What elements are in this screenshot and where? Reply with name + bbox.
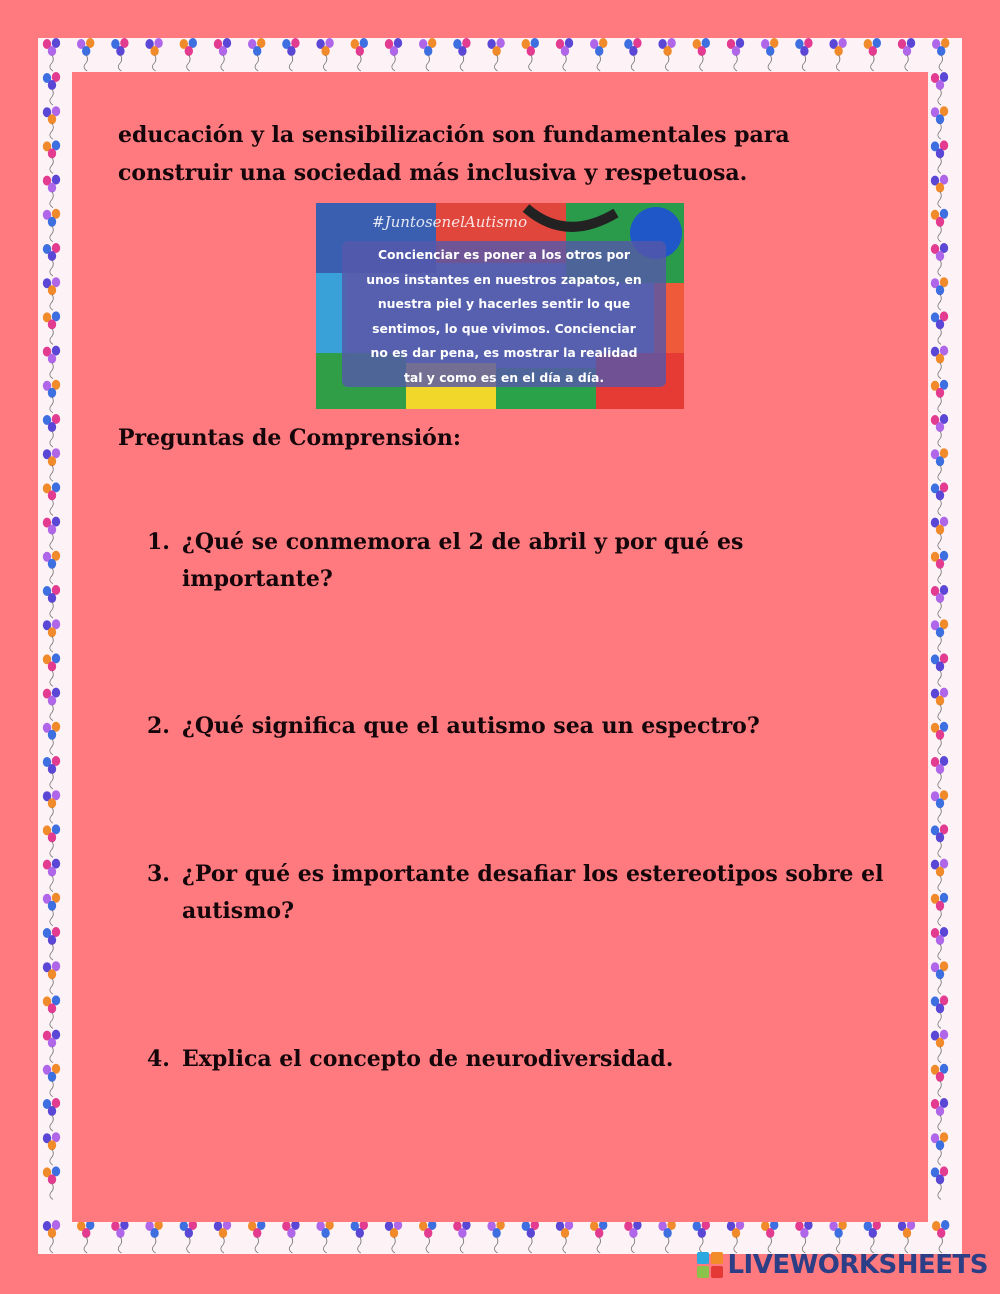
- question-item: [147, 856, 897, 930]
- live-tile-icon: [697, 1252, 723, 1278]
- awareness-quote-image: [316, 203, 684, 409]
- logo-tile-square: [711, 1266, 723, 1278]
- quote-line: sentimos, lo que vivimos. Concienciar: [372, 320, 636, 336]
- question-item: [147, 708, 897, 745]
- question-number: 1.: [147, 529, 170, 555]
- intro-line-1: educación y la sensibilización son fundamentales para: [118, 122, 790, 148]
- hashtag-text: #JuntosenelAutismo: [372, 213, 528, 231]
- quote-text: [342, 243, 666, 390]
- liveworksheets-logo[interactable]: [697, 1250, 988, 1280]
- question-text: ¿Qué significa que el autismo sea un espectro?: [182, 713, 760, 739]
- question-text: ¿Por qué es importante desafiar los estereotipos sobre el autismo?: [182, 861, 884, 924]
- logo-tile-square: [697, 1266, 709, 1278]
- logo-tile-square: [697, 1252, 709, 1264]
- logo-text: LIVEWORKSHEETS: [727, 1250, 988, 1280]
- question-item: [147, 1041, 897, 1078]
- section-title: Preguntas de Comprensión:: [118, 425, 461, 451]
- question-item: [147, 524, 897, 598]
- logo-tile-square: [711, 1252, 723, 1264]
- quote-line: no es dar pena, es mostrar la realidad: [370, 345, 638, 360]
- question-number: 3.: [147, 861, 170, 887]
- question-text: ¿Qué se conmemora el 2 de abril y por qué es importante?: [182, 529, 744, 592]
- intro-paragraph: [118, 116, 858, 192]
- quote-line: tal y como es en el día a día.: [403, 369, 605, 385]
- question-number: 4.: [147, 1046, 170, 1072]
- question-text: Explica el concepto de neurodiversidad.: [182, 1046, 674, 1072]
- intro-line-2: construir una sociedad más inclusiva y respetuosa.: [118, 160, 748, 186]
- quote-line: Concienciar es poner a los otros por: [377, 247, 631, 262]
- quote-line: unos instantes en nuestros zapatos, en: [366, 271, 642, 287]
- quote-line: nuestra piel y hacerles sentir lo que: [377, 296, 631, 311]
- question-number: 2.: [147, 713, 170, 739]
